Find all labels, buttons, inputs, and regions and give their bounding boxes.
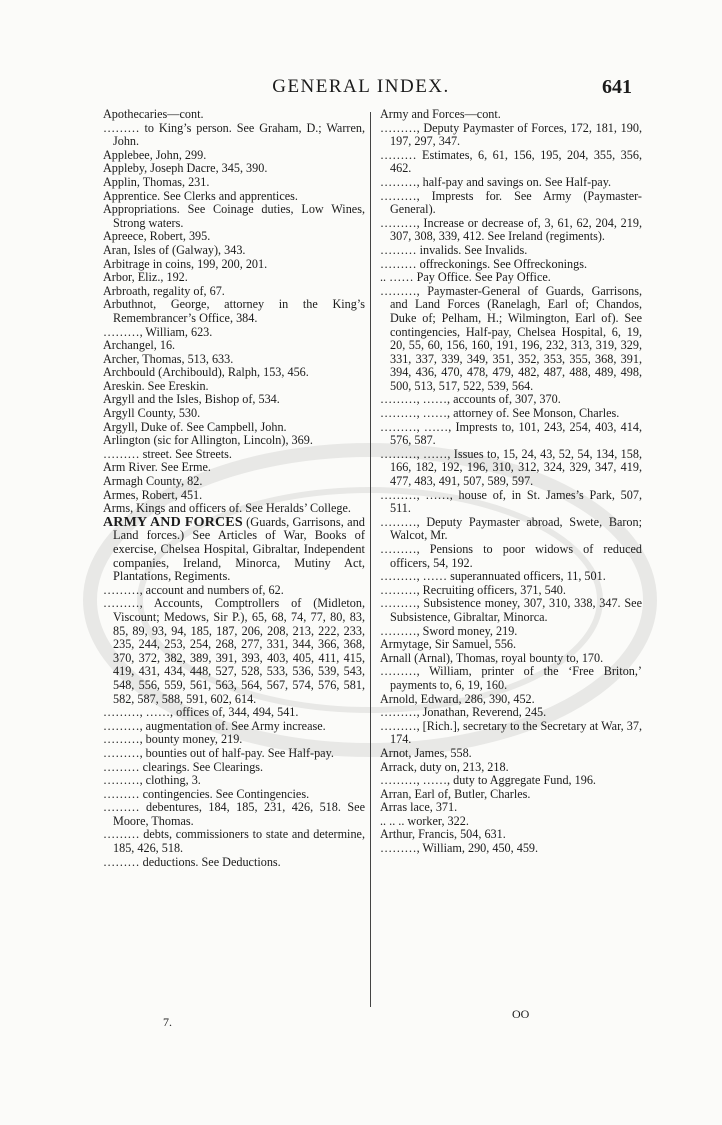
index-entry <box>103 190 365 204</box>
index-entry-text: Argyll County, 530. <box>103 406 201 421</box>
index-entry-text: Areskin. See Ereskin. <box>103 378 209 393</box>
index-entry <box>380 122 642 149</box>
index-entry <box>103 162 365 176</box>
index-entry <box>380 693 642 707</box>
index-entry-text: Archbould (Archibould), Ralph, 153, 456. <box>103 365 309 380</box>
index-entry <box>103 285 365 299</box>
index-entry <box>380 516 642 543</box>
index-entry <box>103 516 365 584</box>
index-entry <box>103 244 365 258</box>
index-entry <box>103 258 365 272</box>
index-entry-text: ………, Recruiting officers, 371, 540. <box>380 582 566 597</box>
index-entry-text: Applebee, John, 299. <box>103 147 207 162</box>
index-entry <box>103 339 365 353</box>
index-entry <box>380 543 642 570</box>
index-entry <box>103 489 365 503</box>
signature-mark-right: OO <box>512 1007 530 1021</box>
index-entry <box>103 475 365 489</box>
index-entry-text: ………, William, 623. <box>103 324 213 339</box>
index-entry-text: Arbor, Eliz., 192. <box>103 270 188 285</box>
index-entry-text: ……… debentures, 184, 185, 231, 426, 518. See Moore, Thomas. <box>103 800 365 828</box>
index-entry-text: ………, Paymaster-General of Guards, Garrisons, and Land Forces (Ranelagh, Earl of; Chandos, Duke of; Pelham, H.; Wilmington, Earl of). See contingencies, Half-pay, Chelsea Hospital, 6, 19, 20, 55, 60, 156, 160, 191, 196, 232, 313, 319, 329, 331, 337, 339, 349, 351, 352, 353, 355, 368, 391, 394, 436, 470, 478, 479, 482, 487, 488, 489, 498, 500, 513, 517, 522, 539, 564. <box>380 283 642 393</box>
index-entry <box>380 176 642 190</box>
index-entry-text: Archer, Thomas, 513, 633. <box>103 351 234 366</box>
index-entry <box>380 706 642 720</box>
index-entry <box>103 176 365 190</box>
index-entry-text: Apothecaries—cont. <box>103 107 204 121</box>
index-entry-text: ………, ……, attorney of. See Monson, Charles. <box>380 406 620 421</box>
index-entry <box>380 597 642 624</box>
index-entry <box>380 788 642 802</box>
index-entry-text: ………, Subsistence money, 307, 310, 338, 347. See Subsistence, Gibraltar, Minorca. <box>380 596 642 624</box>
index-entry-text: ……… to King’s person. See Graham, D.; Warren, John. <box>103 120 365 149</box>
index-entry-text: Appropriations. See Coinage duties, Low Wines, Strong waters. <box>103 202 365 230</box>
index-entry-text: Aran, Isles of (Galway), 343. <box>103 242 246 257</box>
index-entry-text: ………, ……, Issues to, 15, 24, 43, 52, 54, 134, 158, 166, 182, 192, 196, 310, 312, 324, 329, 347, 419, 477, 483, 491, 507, 589, 597. <box>380 446 642 489</box>
index-entry-text: Arlington (sic for Allington, Lincoln), 369. <box>103 433 313 448</box>
index-entry <box>380 489 642 516</box>
index-entry <box>103 733 365 747</box>
index-entry <box>103 298 365 325</box>
index-entry <box>380 652 642 666</box>
index-entry <box>380 258 642 272</box>
index-entry-text: ………, William, 290, 450, 459. <box>380 841 539 856</box>
index-entry <box>103 461 365 475</box>
index-entry-text: Arrack, duty on, 213, 218. <box>380 759 509 774</box>
index-entry-text: ………, Imprests for. See Army (Paymaster-General). <box>380 188 642 217</box>
index-entry <box>103 448 365 462</box>
index-entry <box>380 584 642 598</box>
index-entry <box>380 149 642 176</box>
right-column <box>380 108 642 856</box>
index-entry-text: ……… offreckonings. See Offreckonings. <box>380 256 588 271</box>
index-entry <box>380 638 642 652</box>
index-entry-text: ………, Deputy Paymaster of Forces, 172, 181, 190, 197, 297, 347. <box>380 120 642 149</box>
index-entry-text: .. .. .. worker, 322. <box>380 813 469 828</box>
index-entry-text: ………, augmentation of. See Army increase. <box>103 718 326 733</box>
index-entry <box>380 448 642 489</box>
index-entry-text: ………, Deputy Paymaster abroad, Swete, Baron; Walcot, Mr. <box>380 514 642 543</box>
index-entry <box>380 720 642 747</box>
index-entry-text: ………, bounty money, 219. <box>103 732 243 747</box>
index-entry <box>103 326 365 340</box>
index-entry <box>380 244 642 258</box>
index-entry-text: ………, [Rich.], secretary to the Secretary at War, 37, 174. <box>380 718 642 747</box>
index-entry-text: Armytage, Sir Samuel, 556. <box>380 637 517 652</box>
index-entry <box>380 761 642 775</box>
index-entry <box>380 271 642 285</box>
index-entry <box>103 203 365 230</box>
index-entry-text: Arthur, Francis, 504, 631. <box>380 827 506 842</box>
index-entry-text: Apprentice. See Clerks and apprentices. <box>103 188 298 203</box>
page-number: 641 <box>602 76 632 98</box>
index-entry-text: ……… deductions. See Deductions. <box>103 854 281 869</box>
index-entry <box>103 230 365 244</box>
left-column <box>103 108 365 869</box>
index-entry <box>103 434 365 448</box>
index-entry-text: (Guards, Garrisons, and Land forces.) See Articles of War, Books of exercise, Chelsea Hospital, Gibraltar, Independent companies, Ireland, Minorca, Mutiny Act, Plantations, Regiments. <box>113 514 366 584</box>
index-entry <box>380 217 642 244</box>
index-entry <box>103 108 365 122</box>
index-entry-text: ………, Increase or decrease of, 3, 61, 62, 204, 219, 307, 308, 339, 412. See Ireland (regiments). <box>380 215 642 244</box>
index-entry-text: Arbitrage in coins, 199, 200, 201. <box>103 256 268 271</box>
index-entry-text: Armagh County, 82. <box>103 474 203 489</box>
index-entry <box>103 828 365 855</box>
index-entry <box>380 828 642 842</box>
index-entry <box>103 774 365 788</box>
index-entry <box>380 190 642 217</box>
index-entry-text: ………, Accounts, Comptrollers of (Midleton, Viscount; Medows, Sir P.), 65, 68, 74, 77, 80, 83, 85, 89, 93, 94, 185, 187, 206, 208, 213, 222, 233, 235, 244, 253, 254, 268, 277, 331, 344, 366, 368, 370, 372, 382, 389, 391, 393, 403, 405, 411, 415, 419, 431, 434, 448, 527, 528, 533, 536, 539, 543, 548, 556, 559, 561, 563, 564, 567, 574, 576, 581, 582, 587, 588, 591, 602, 614. <box>103 596 365 706</box>
index-entry-text: ……… street. See Streets. <box>103 446 232 461</box>
index-entry <box>380 393 642 407</box>
index-entry <box>380 842 642 856</box>
index-entry <box>380 815 642 829</box>
index-entry-text: Arbroath, regality of, 67. <box>103 283 225 298</box>
index-entry <box>103 366 365 380</box>
index-entry-text: ………, ……, Imprests to, 101, 243, 254, 403, 414, 576, 587. <box>380 419 642 448</box>
index-entry-text: ………, bounties out of half-pay. See Half-pay. <box>103 745 334 760</box>
index-entry-text: Argyll, Duke of. See Campbell, John. <box>103 419 287 434</box>
index-entry-text: Applin, Thomas, 231. <box>103 174 210 189</box>
index-entry-text: Argyll and the Isles, Bishop of, 534. <box>103 392 280 407</box>
index-entry-text: Arnot, James, 558. <box>380 745 472 760</box>
index-entry-text: ………, ……, offices of, 344, 494, 541. <box>103 705 299 720</box>
column-rule <box>370 112 371 1007</box>
index-entry-text: ………, ……, house of, in St. James’s Park, 507, 511. <box>380 487 642 516</box>
index-entry <box>103 149 365 163</box>
index-entry-text: ………, Sword money, 219. <box>380 623 518 638</box>
index-entry <box>103 788 365 802</box>
index-entry <box>380 747 642 761</box>
index-entry <box>103 271 365 285</box>
index-entry-text: Army and Forces—cont. <box>380 107 501 121</box>
index-entry <box>380 285 642 394</box>
index-entry-text: Arnold, Edward, 286, 390, 452. <box>380 691 535 706</box>
index-entry-text: Arran, Earl of, Butler, Charles. <box>380 786 531 801</box>
index-entry <box>103 421 365 435</box>
index-entry-text: ………, ……, accounts of, 307, 370. <box>380 392 561 407</box>
index-entry <box>380 421 642 448</box>
index-entry <box>103 706 365 720</box>
index-entry <box>103 801 365 828</box>
index-entry <box>103 747 365 761</box>
index-entry-text: ……… clearings. See Clearings. <box>103 759 264 774</box>
index-entry-text: ………, half-pay and savings on. See Half-pay. <box>380 174 612 189</box>
index-entry <box>380 625 642 639</box>
index-entry-text: .. …… Pay Office. See Pay Office. <box>380 270 551 285</box>
index-entry-text: Appleby, Joseph Dacre, 345, 390. <box>103 161 268 176</box>
index-entry-text: Arbuthnot, George, attorney in the King’s Remembrancer’s Office, 384. <box>103 297 365 325</box>
index-entry-text: Arms, Kings and officers of. See Heralds’ College. <box>103 501 351 516</box>
index-entry <box>103 597 365 706</box>
index-entry <box>103 584 365 598</box>
index-entry <box>380 774 642 788</box>
index-entry-text: ………, Jonathan, Reverend, 245. <box>380 705 547 720</box>
index-entry-text: Archangel, 16. <box>103 338 176 353</box>
index-entry <box>103 502 365 516</box>
index-entry-text: ………, William, printer of the ‘Free Briton,’ payments to, 6, 19, 160. <box>380 664 642 692</box>
index-entry-text: Arnall (Arnal), Thomas, royal bounty to, 170. <box>380 650 604 665</box>
index-entry <box>103 407 365 421</box>
index-entry-text: ………, Pensions to poor widows of reduced officers, 54, 192. <box>380 542 642 570</box>
index-entry <box>380 665 642 692</box>
index-entry <box>380 801 642 815</box>
index-entry-text: ……… Estimates, 6, 61, 156, 195, 204, 355, 356, 462. <box>380 147 642 176</box>
index-entry-text: ………, ……, duty to Aggregate Fund, 196. <box>380 773 596 788</box>
signature-mark-left: 7. <box>163 1015 172 1029</box>
index-entry <box>103 720 365 734</box>
index-entry-text: Armes, Robert, 451. <box>103 487 203 502</box>
index-entry-text: Apreece, Robert, 395. <box>103 229 211 244</box>
index-entry-text: ……… invalids. See Invalids. <box>380 242 528 257</box>
index-entry <box>380 407 642 421</box>
index-entry <box>103 856 365 870</box>
index-entry <box>103 353 365 367</box>
index-entry-text: ………, account and numbers of, 62. <box>103 582 284 597</box>
index-entry <box>103 122 365 149</box>
index-entry <box>103 393 365 407</box>
index-entry-text: ……… contingencies. See Contingencies. <box>103 786 310 801</box>
index-entry-text: ……… debts, commissioners to state and determine, 185, 426, 518. <box>103 827 365 856</box>
index-entry-text: ………, …… superannuated officers, 11, 501. <box>380 569 606 584</box>
index-entry-text: ………, clothing, 3. <box>103 773 201 788</box>
index-entry <box>380 570 642 584</box>
running-head: GENERAL INDEX. <box>272 76 450 97</box>
index-entry-text: Arm River. See Erme. <box>103 460 211 475</box>
index-entry <box>103 761 365 775</box>
index-main-heading: ARMY AND FORCES <box>103 514 243 530</box>
index-entry-text: Arras lace, 371. <box>380 800 458 815</box>
index-entry <box>380 108 642 122</box>
index-entry <box>103 380 365 394</box>
